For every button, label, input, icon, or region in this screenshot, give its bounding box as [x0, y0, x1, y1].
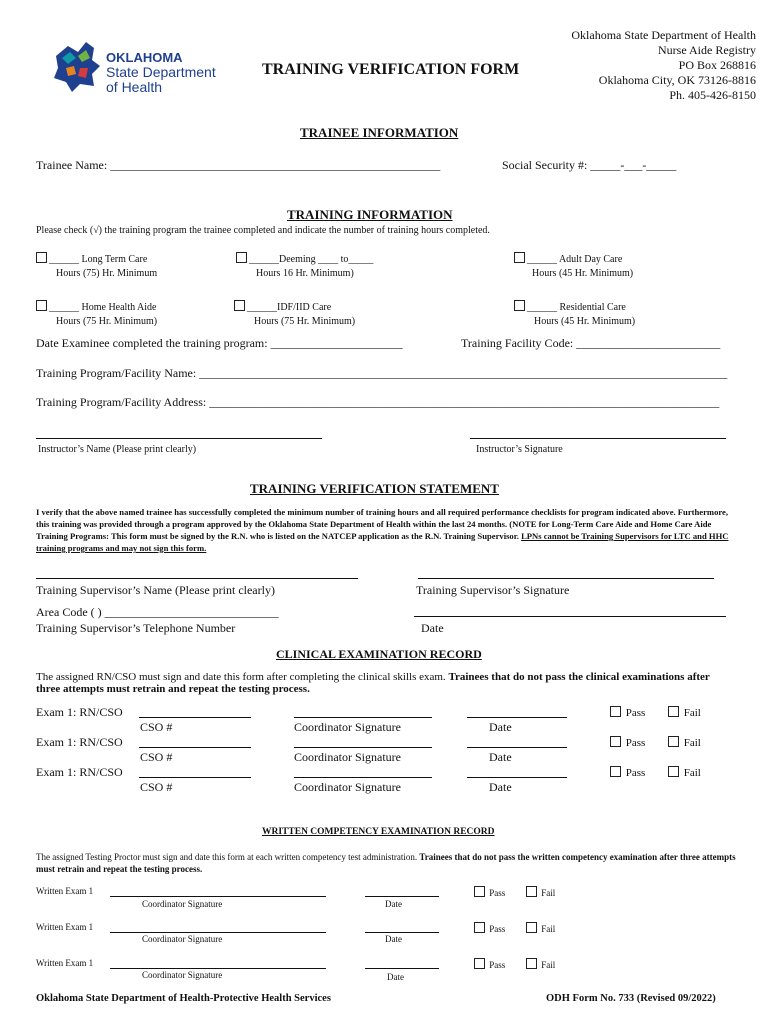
training-instruction: Please check (√) the training program the trainee completed and indicate the number of training hours completed.	[36, 225, 490, 236]
date-label: Date	[385, 899, 402, 909]
telephone-label: Training Supervisor’s Telephone Number	[36, 621, 236, 635]
checkbox[interactable]	[610, 706, 621, 717]
written-intro-text: The assigned Testing Proctor must sign and date this form at each written competency test administration.	[36, 852, 418, 862]
pass-checkbox[interactable]	[610, 736, 645, 749]
program-label: ______ Adult Day Care	[527, 254, 623, 265]
fail-label: Fail	[683, 737, 701, 749]
logo-line1: OKLAHOMA	[106, 50, 183, 65]
pass-label: Pass	[625, 707, 646, 719]
rn-cso-line[interactable]	[139, 777, 251, 778]
program-label: ______ Residential Care	[527, 302, 626, 313]
fail-checkbox[interactable]	[526, 958, 555, 970]
checkbox[interactable]	[610, 766, 621, 777]
pass-label: Pass	[489, 924, 506, 934]
trainee-heading: TRAINEE INFORMATION	[300, 125, 459, 140]
written-intro-bold: Trainees that do not pass the written competency examination after three attempts must retrain and repeat the testing process.	[36, 852, 736, 874]
checkbox[interactable]	[526, 886, 537, 897]
fail-label: Fail	[541, 924, 556, 934]
coordinator-signature-label: Coordinator Signature	[294, 780, 401, 794]
exam-rn-cso-label: Exam 1: RN/CSO	[36, 705, 123, 719]
fail-label: Fail	[541, 960, 556, 970]
program-long-term-care[interactable]	[36, 252, 157, 281]
coordinator-signature-line[interactable]	[294, 747, 432, 748]
ssn-field[interactable]: Social Security #: _____-___-_____	[502, 158, 677, 172]
coordinator-signature-label: Coordinator Signature	[142, 899, 223, 909]
program-home-health-aide[interactable]	[36, 300, 157, 329]
coordinator-signature-label: Coordinator Signature	[142, 934, 223, 944]
address-line: Oklahoma State Department of Health	[571, 28, 756, 42]
facility-name-field[interactable]: Training Program/Facility Name: ________________________________________________________________________________________	[36, 366, 728, 380]
instructor-signature-label: Instructor’s Signature	[476, 444, 563, 455]
logo-line2: State Department	[106, 64, 216, 80]
date-line[interactable]	[467, 747, 567, 748]
fail-label: Fail	[541, 888, 556, 898]
program-hours: Hours (75 Hr. Minimum)	[56, 316, 158, 327]
clinical-heading: CLINICAL EXAMINATION RECORD	[276, 647, 482, 661]
program-adult-day-care[interactable]	[514, 252, 633, 281]
pass-checkbox[interactable]	[474, 886, 505, 898]
checkbox[interactable]	[234, 300, 245, 311]
rn-cso-line[interactable]	[139, 747, 251, 748]
clinical-intro-text: The assigned RN/CSO must sign and date this form after completing the clinical skills exam.	[36, 671, 446, 683]
area-code-field[interactable]: Area Code ( ) _____________________________	[36, 605, 279, 619]
checkbox[interactable]	[474, 886, 485, 897]
address-line: Ph. 405-426-8150	[669, 88, 756, 102]
supervisor-signature-label: Training Supervisor’s Signature	[416, 583, 570, 597]
logo-mark-icon	[48, 38, 108, 96]
date-label: Date	[489, 750, 512, 764]
checkbox[interactable]	[526, 922, 537, 933]
pass-label: Pass	[625, 767, 646, 779]
date-label: Date	[385, 934, 402, 944]
fail-label: Fail	[683, 707, 701, 719]
checkbox[interactable]	[668, 736, 679, 747]
date-label: Date	[489, 780, 512, 794]
pass-label: Pass	[489, 888, 506, 898]
date-line[interactable]	[365, 932, 439, 933]
pass-checkbox[interactable]	[610, 706, 645, 719]
program-label: ______ Home Health Aide	[49, 302, 157, 313]
coordinator-signature-line[interactable]	[110, 896, 326, 897]
logo-line3: of Health	[106, 79, 163, 95]
coordinator-signature-label: Coordinator Signature	[294, 750, 401, 764]
facility-address-field[interactable]: Training Program/Facility Address: _____________________________________________________________________________________	[36, 395, 720, 409]
date-label: Date	[387, 972, 404, 982]
coordinator-signature-line[interactable]	[110, 968, 326, 969]
fail-checkbox[interactable]	[526, 886, 555, 898]
program-deeming[interactable]	[236, 252, 373, 281]
instructor-signature-line[interactable]	[470, 438, 726, 439]
program-hours: Hours (75) Hr. Minimum	[56, 268, 158, 279]
fail-checkbox[interactable]	[668, 736, 701, 749]
facility-code-field[interactable]: Training Facility Code: ________________________	[461, 336, 721, 350]
fail-checkbox[interactable]	[668, 706, 701, 719]
coordinator-signature-line[interactable]	[294, 777, 432, 778]
coordinator-signature-line[interactable]	[110, 932, 326, 933]
footer-left: Oklahoma State Department of Health-Protective Health Services	[36, 993, 331, 1004]
pass-checkbox[interactable]	[610, 766, 645, 779]
pass-checkbox[interactable]	[474, 958, 505, 970]
verification-date-label: Date	[421, 621, 444, 635]
checkbox[interactable]	[514, 300, 525, 311]
program-hours: Hours (75 Hr. Minimum)	[254, 316, 356, 327]
checkbox[interactable]	[36, 300, 47, 311]
cso-number-label: CSO #	[140, 750, 173, 764]
written-intro	[36, 851, 736, 875]
pass-checkbox[interactable]	[474, 922, 505, 934]
written-exam-label: Written Exam 1	[36, 922, 94, 932]
osdh-logo	[48, 38, 248, 98]
date-line[interactable]	[467, 717, 567, 718]
program-label: ______Deeming ____ to_____	[249, 254, 374, 265]
written-exam-label: Written Exam 1	[36, 958, 94, 968]
verification-statement	[36, 506, 736, 554]
address-line: PO Box 268816	[678, 58, 756, 72]
fail-checkbox[interactable]	[668, 766, 701, 779]
date-line[interactable]	[414, 616, 726, 617]
verification-heading: TRAINING VERIFICATION STATEMENT	[250, 481, 499, 496]
checkbox[interactable]	[474, 958, 485, 969]
agency-address	[571, 28, 756, 103]
checkbox[interactable]	[610, 736, 621, 747]
checkbox[interactable]	[668, 706, 679, 717]
exam-rn-cso-label: Exam 1: RN/CSO	[36, 765, 123, 779]
program-residential-care[interactable]	[514, 300, 635, 329]
program-hours: Hours (45 Hr. Minimum)	[534, 316, 636, 327]
date-line[interactable]	[365, 968, 439, 969]
date-line[interactable]	[467, 777, 567, 778]
coordinator-signature-label: Coordinator Signature	[142, 970, 223, 980]
written-exam-label: Written Exam 1	[36, 886, 94, 896]
statement-text: I verify that the above named trainee has successfully completed the minimum number of training hours and all required performance checklists for program indicated above. Furthermore, this training was provided through a program approved by the Oklahoma State Department of Health within the last 24 months. (NOTE for Long-Term Care Aide and Home Care Aide Training Programs: This form must be signed by the R.N. who is listed on the NATCEP application as the R.N. Training Supervisor.	[36, 507, 728, 541]
cso-number-label: CSO #	[140, 720, 173, 734]
checkbox[interactable]	[514, 252, 525, 263]
checkbox[interactable]	[474, 922, 485, 933]
training-heading: TRAINING INFORMATION	[287, 207, 453, 222]
date-line[interactable]	[365, 896, 439, 897]
supervisor-signature-line[interactable]	[418, 578, 714, 579]
instructor-name-line[interactable]	[36, 438, 322, 439]
address-line: Oklahoma City, OK 73126-8816	[598, 73, 756, 87]
supervisor-name-line[interactable]	[36, 578, 358, 579]
footer-right: ODH Form No. 733 (Revised 09/2022)	[546, 993, 716, 1004]
date-label: Date	[489, 720, 512, 734]
coordinator-signature-line[interactable]	[294, 717, 432, 718]
checkbox[interactable]	[36, 252, 47, 263]
date-completed-field[interactable]: Date Examinee completed the training program: ______________________	[36, 336, 403, 350]
checkbox[interactable]	[236, 252, 247, 263]
fail-label: Fail	[683, 767, 701, 779]
clinical-intro-bold: Trainees that do not pass the clinical examinations after three attempts must retrain and repeat the testing process.	[36, 671, 710, 695]
form-title: TRAINING VERIFICATION FORM	[262, 61, 520, 78]
pass-label: Pass	[489, 960, 506, 970]
address-line: Nurse Aide Registry	[658, 43, 756, 57]
statement-underlined: LPNs cannot be Training Supervisors for LTC and HHC training programs and may not sign this form.	[36, 531, 729, 553]
cso-number-label: CSO #	[140, 780, 173, 794]
supervisor-name-label: Training Supervisor’s Name (Please print clearly)	[36, 583, 275, 597]
exam-rn-cso-label: Exam 1: RN/CSO	[36, 735, 123, 749]
checkbox[interactable]	[526, 958, 537, 969]
instructor-name-label: Instructor’s Name (Please print clearly)	[38, 444, 197, 455]
written-heading: WRITTEN COMPETENCY EXAMINATION RECORD	[262, 827, 495, 837]
fail-checkbox[interactable]	[526, 922, 555, 934]
program-idf-iid-care[interactable]	[234, 300, 355, 329]
program-label: ______IDF/IID Care	[247, 302, 332, 313]
clinical-intro	[36, 671, 736, 695]
pass-label: Pass	[625, 737, 646, 749]
program-label: ______ Long Term Care	[49, 254, 148, 265]
program-hours: Hours 16 Hr. Minimum)	[256, 268, 354, 279]
rn-cso-line[interactable]	[139, 717, 251, 718]
coordinator-signature-label: Coordinator Signature	[294, 720, 401, 734]
trainee-name-field[interactable]: Trainee Name: _______________________________________________________	[36, 158, 441, 172]
checkbox[interactable]	[668, 766, 679, 777]
program-hours: Hours (45 Hr. Minimum)	[532, 268, 634, 279]
